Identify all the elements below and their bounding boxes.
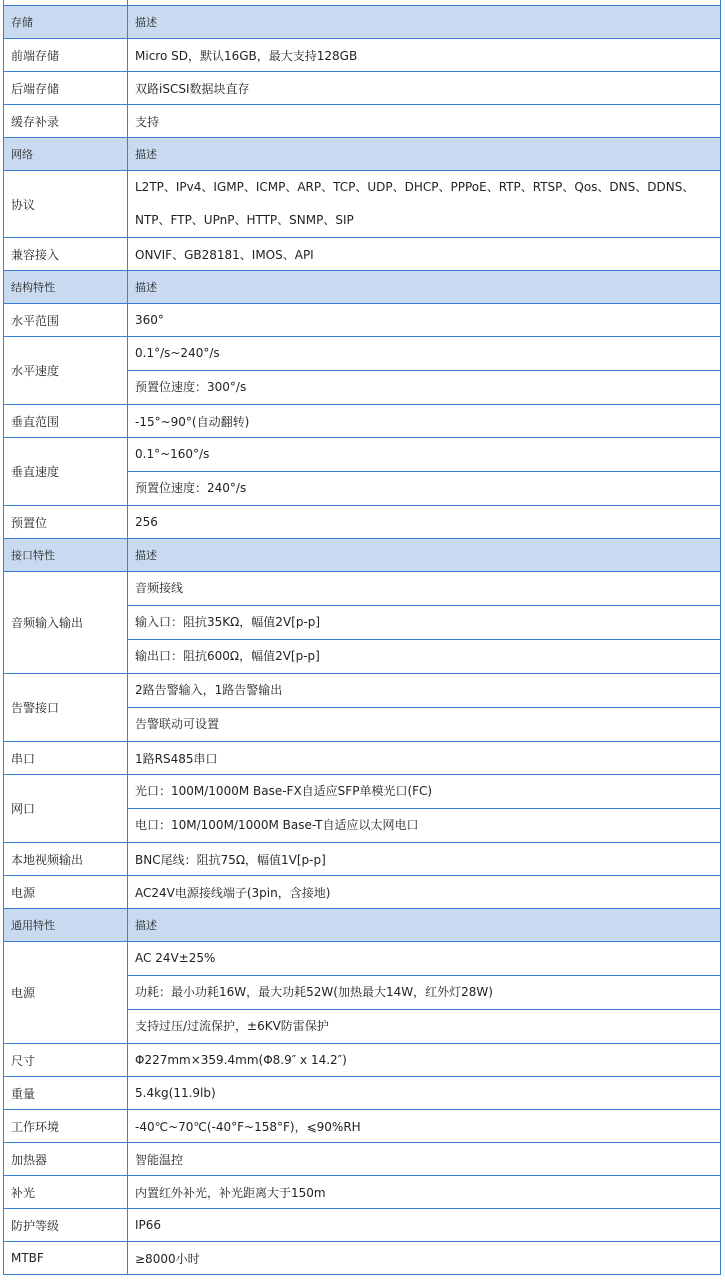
spec-table xyxy=(3,5,721,1275)
value-line: 0.1°~160°/s xyxy=(135,447,210,461)
value-line: 光口：100M/1000M Base-FX自适应SFP单模光口(FC) xyxy=(135,784,433,798)
table-row xyxy=(4,674,721,742)
section-title: 结构特性 xyxy=(4,271,128,304)
row-label: 补光 xyxy=(4,1176,128,1209)
table-row xyxy=(4,876,721,909)
row-label: 前端存储 xyxy=(4,39,128,72)
row-value xyxy=(128,171,721,238)
row-label: 音频输入输出 xyxy=(4,572,128,674)
row-label: 兼容接入 xyxy=(4,238,128,271)
section-title: 通用特性 xyxy=(4,909,128,942)
row-value: 256 xyxy=(128,506,721,539)
value-line: NTP、FTP、UPnP、HTTP、SNMP、SIP xyxy=(135,213,354,227)
section-title: 存储 xyxy=(4,6,128,39)
row-label: 工作环境 xyxy=(4,1110,128,1143)
row-value xyxy=(128,438,721,506)
row-value: 5.4kg(11.9lb) xyxy=(128,1077,721,1110)
section-desc-header: 描述 xyxy=(128,6,721,39)
row-label: 协议 xyxy=(4,171,128,238)
table-row xyxy=(4,1209,721,1242)
row-value: Micro SD，默认16GB，最大支持128GB xyxy=(128,39,721,72)
table-row xyxy=(4,506,721,539)
row-value: BNC尾线：阻抗75Ω，幅值1V[p-p] xyxy=(128,843,721,876)
row-label: 防护等级 xyxy=(4,1209,128,1242)
value-line: 预置位速度：300°/s xyxy=(128,370,720,404)
table-row xyxy=(4,1110,721,1143)
table-row xyxy=(4,72,721,105)
value-line: 输入口：阻抗35KΩ，幅值2V[p-p] xyxy=(128,605,720,639)
row-value: 支持 xyxy=(128,105,721,138)
table-row xyxy=(4,238,721,271)
table-row xyxy=(4,337,721,405)
row-label: 网口 xyxy=(4,775,128,843)
table-row xyxy=(4,572,721,674)
table-row xyxy=(4,171,721,238)
row-value: 智能温控 xyxy=(128,1143,721,1176)
table-row xyxy=(4,304,721,337)
row-label: 电源 xyxy=(4,942,128,1044)
row-label: 垂直范围 xyxy=(4,405,128,438)
section-desc-header: 描述 xyxy=(128,539,721,572)
table-row xyxy=(4,742,721,775)
table-row xyxy=(4,1176,721,1209)
spec-table-body xyxy=(4,6,721,1275)
value-line: 2路告警输入，1路告警输出 xyxy=(135,683,283,697)
value-line: 电口：10M/100M/1000M Base-T自适应以太网电口 xyxy=(128,808,720,842)
row-label: 尺寸 xyxy=(4,1044,128,1077)
row-label: 电源 xyxy=(4,876,128,909)
row-value: IP66 xyxy=(128,1209,721,1242)
table-row xyxy=(4,405,721,438)
value-line: L2TP、IPv4、IGMP、ICMP、ARP、TCP、UDP、DHCP、PPPoE、RTP、RTSP、Qos、DNS、DDNS、 xyxy=(135,180,695,194)
row-value: 双路iSCSI数据块直存 xyxy=(128,72,721,105)
row-value: 内置红外补光，补光距离大于150m xyxy=(128,1176,721,1209)
section-desc-header: 描述 xyxy=(128,138,721,171)
row-label: 预置位 xyxy=(4,506,128,539)
section-header-row xyxy=(4,539,721,572)
row-label: 串口 xyxy=(4,742,128,775)
row-label: 重量 xyxy=(4,1077,128,1110)
section-title: 网络 xyxy=(4,138,128,171)
row-label: 后端存储 xyxy=(4,72,128,105)
row-value xyxy=(128,775,721,843)
row-value: Φ227mm×359.4mm(Φ8.9″ x 14.2″) xyxy=(128,1044,721,1077)
row-value: AC24V电源接线端子(3pin，含接地) xyxy=(128,876,721,909)
row-value: ≥8000小时 xyxy=(128,1242,721,1275)
table-row xyxy=(4,942,721,1044)
section-header-row xyxy=(4,909,721,942)
value-line: 告警联动可设置 xyxy=(128,707,720,741)
section-title: 接口特性 xyxy=(4,539,128,572)
row-label: 加热器 xyxy=(4,1143,128,1176)
table-row xyxy=(4,1143,721,1176)
table-row xyxy=(4,1044,721,1077)
row-label: 垂直速度 xyxy=(4,438,128,506)
row-label: 告警接口 xyxy=(4,674,128,742)
row-value xyxy=(128,337,721,405)
row-value xyxy=(128,572,721,674)
table-row xyxy=(4,1077,721,1110)
row-value: -40℃~70℃(-40°F~158°F)，⩽90%RH xyxy=(128,1110,721,1143)
row-label: 水平速度 xyxy=(4,337,128,405)
table-row xyxy=(4,105,721,138)
section-desc-header: 描述 xyxy=(128,271,721,304)
value-line: 预置位速度：240°/s xyxy=(128,471,720,505)
section-header-row xyxy=(4,138,721,171)
row-value: 360° xyxy=(128,304,721,337)
section-header-row xyxy=(4,6,721,39)
row-label: 缓存补录 xyxy=(4,105,128,138)
table-row xyxy=(4,775,721,843)
row-value xyxy=(128,942,721,1044)
value-line: 0.1°/s~240°/s xyxy=(135,346,220,360)
row-value: ONVIF、GB28181、IMOS、API xyxy=(128,238,721,271)
value-line: 音频接线 xyxy=(135,581,184,595)
row-value xyxy=(128,674,721,742)
value-line: 功耗：最小功耗16W，最大功耗52W(加热最大14W，红外灯28W) xyxy=(128,975,720,1009)
value-line: AC 24V±25% xyxy=(135,951,216,965)
table-row xyxy=(4,1242,721,1275)
row-value: 1路RS485串口 xyxy=(128,742,721,775)
table-row xyxy=(4,843,721,876)
value-line: 输出口：阻抗600Ω，幅值2V[p-p] xyxy=(128,639,720,673)
value-line: 支持过压/过流保护，±6KV防雷保护 xyxy=(128,1009,720,1043)
section-desc-header: 描述 xyxy=(128,909,721,942)
section-header-row xyxy=(4,271,721,304)
row-label: 本地视频输出 xyxy=(4,843,128,876)
table-row xyxy=(4,438,721,506)
table-row xyxy=(4,39,721,72)
row-label: MTBF xyxy=(4,1242,128,1275)
row-value: -15°~90°(自动翻转) xyxy=(128,405,721,438)
row-label: 水平范围 xyxy=(4,304,128,337)
